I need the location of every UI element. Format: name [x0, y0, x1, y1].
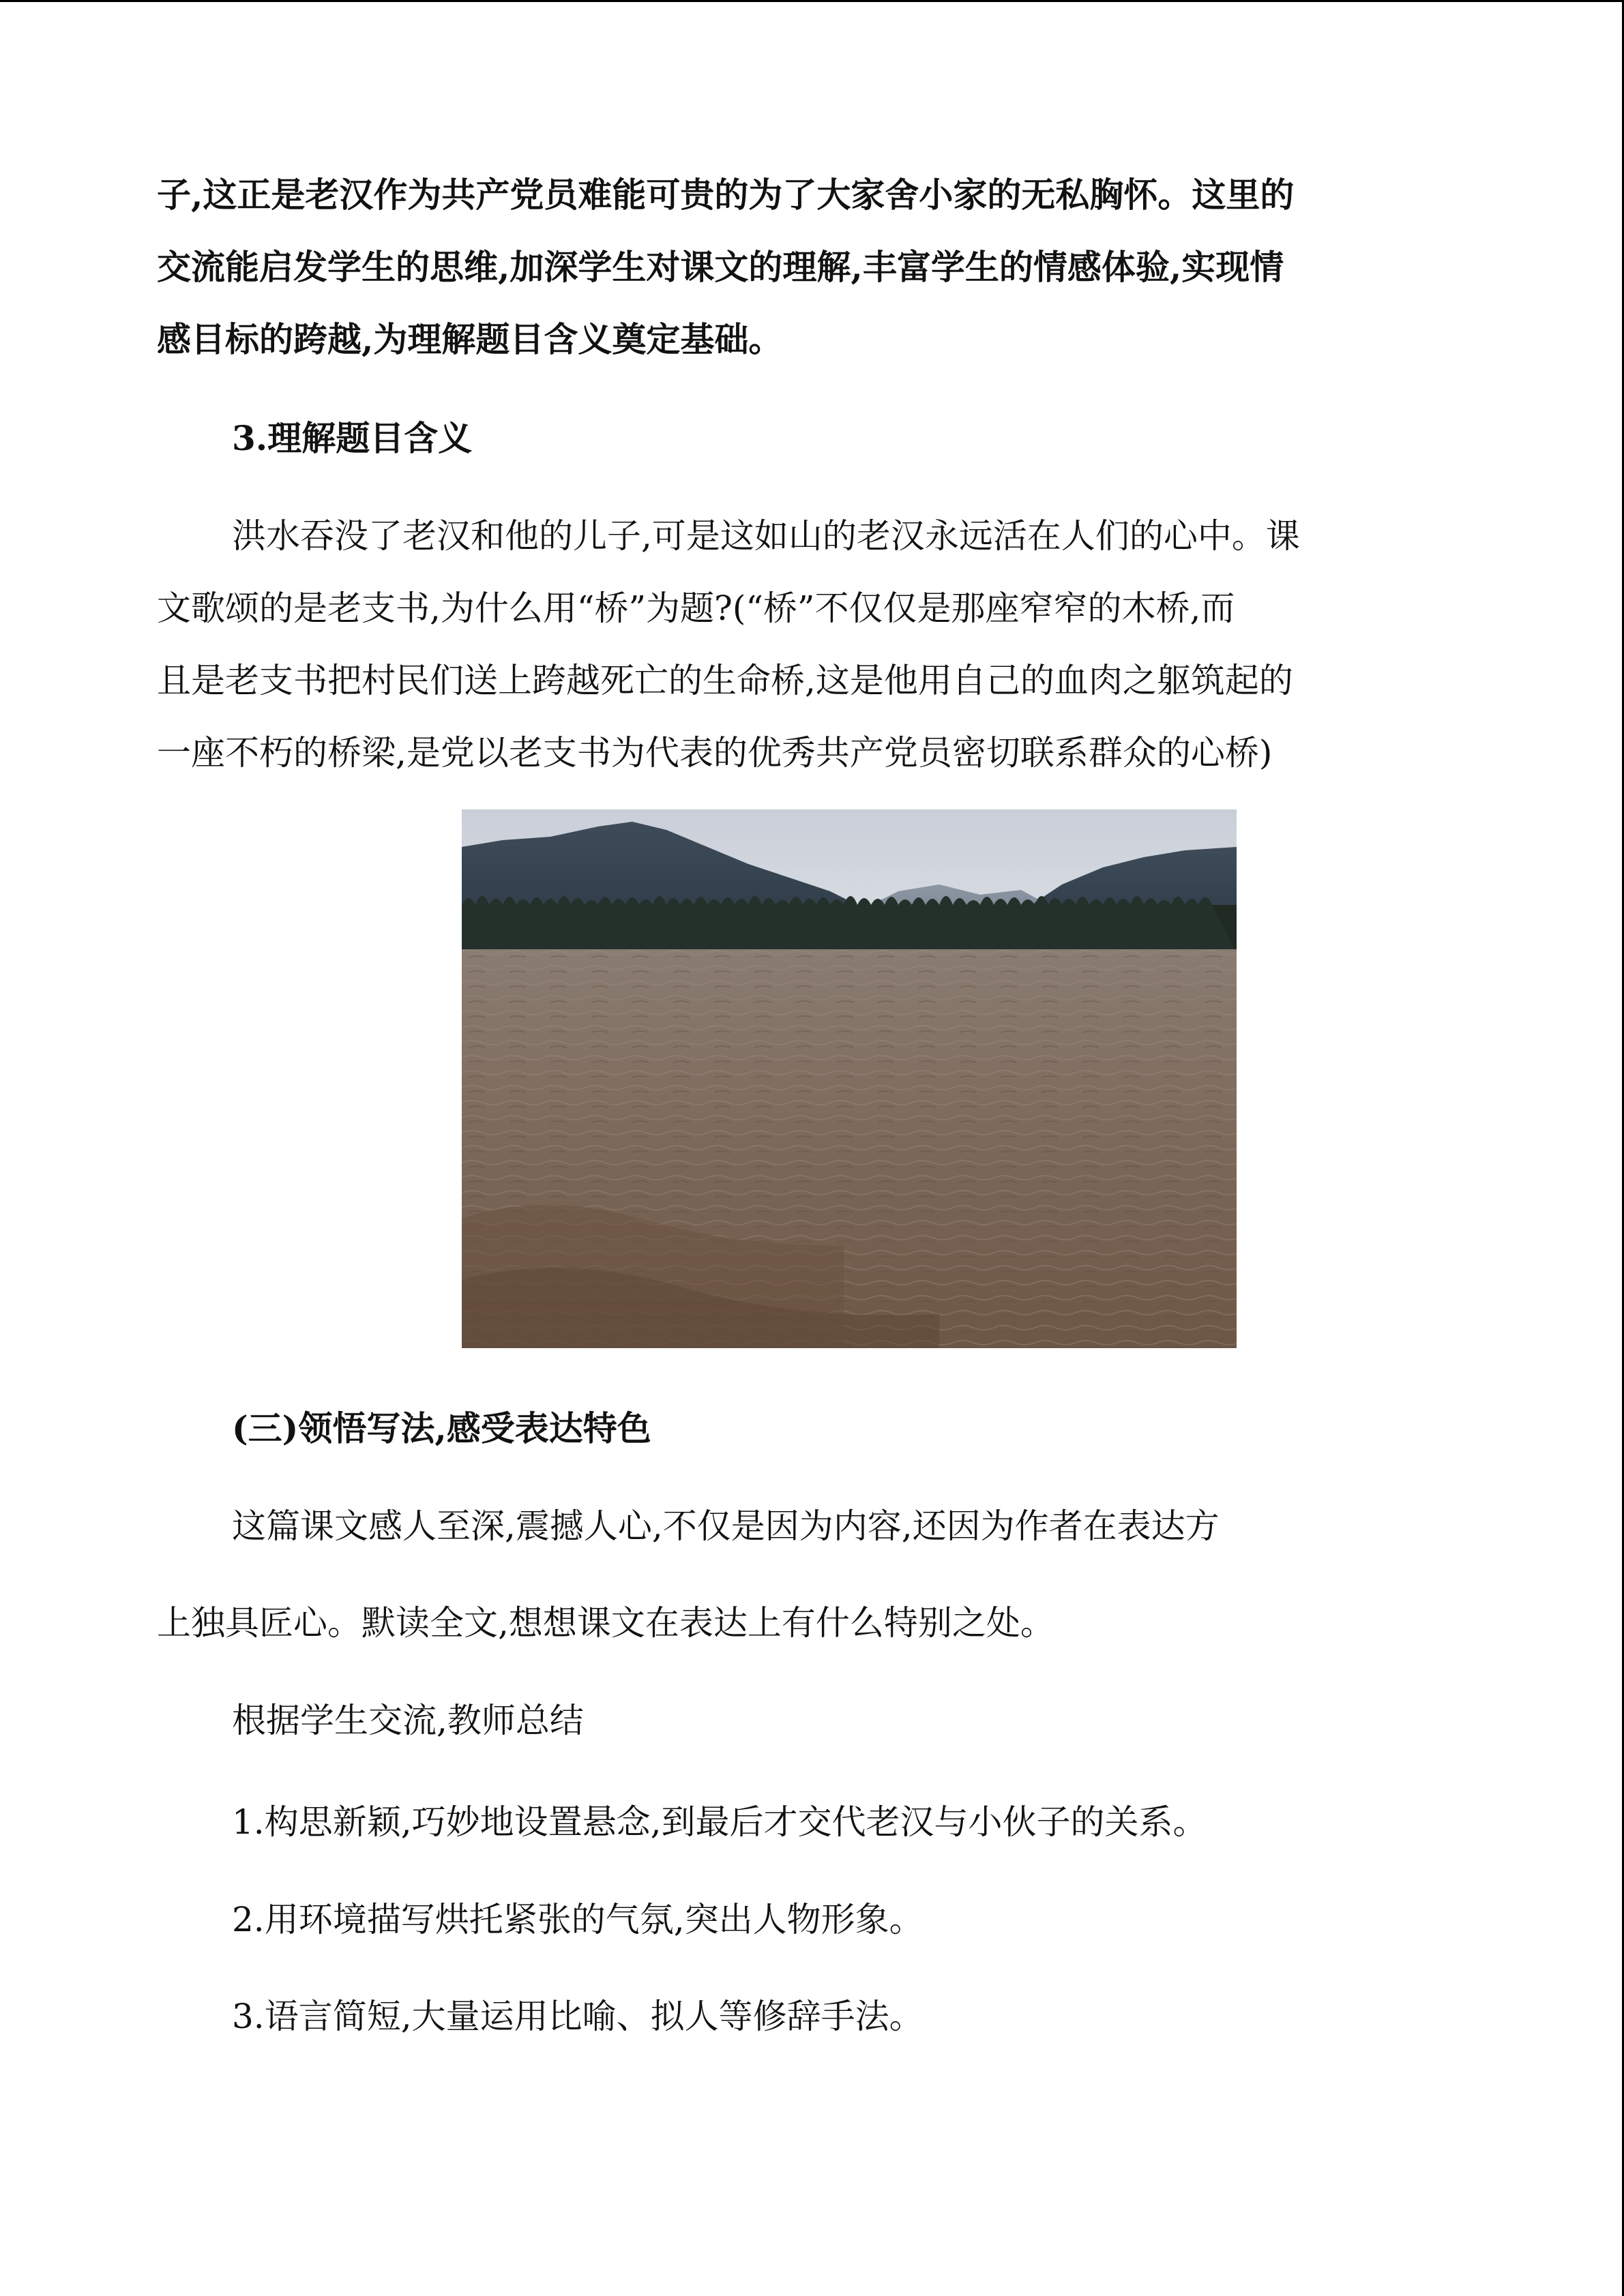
paragraph-1-line: 交流能启发学生的思维,加深学生对课文的理解,丰富学生的情感体验,实现情 — [157, 247, 1284, 287]
paragraph-2-line: 且是老支书把村民们送上跨越死亡的生命桥,这是他用自己的血肉之躯筑起的 — [157, 661, 1293, 700]
paragraph-2 — [157, 500, 1470, 789]
paragraph-2-line: 洪水吞没了老汉和他的儿子,可是这如山的老汉永远活在人们的心中。课 — [232, 516, 1300, 556]
summary-intro: 根据学生交流,教师总结 — [232, 1701, 584, 1740]
page-border-top — [0, 0, 1624, 2]
paragraph-1 — [157, 159, 1470, 376]
paragraph-2-line: 文歌颂的是老支书,为什么用“桥”为题?(“桥”不仅仅是那座窄窄的木桥,而 — [157, 588, 1235, 628]
paragraph-2-line: 一座不朽的桥梁,是党以老支书为代表的优秀共产党员密切联系群众的心桥) — [157, 733, 1273, 773]
paragraph-3-line-1: 这篇课文感人至深,震撼人心,不仅是因为内容,还因为作者在表达方 — [232, 1506, 1220, 1546]
paragraph-3-line-2: 上独具匠心。默读全文,想想课文在表达上有什么特别之处。 — [157, 1603, 1054, 1643]
summary-point-3: 3.语言简短,大量运用比喻、拟人等修辞手法。 — [232, 1997, 924, 2036]
section-heading: (三)领悟写法,感受表达特色 — [232, 1408, 651, 1448]
summary-point-2: 2.用环境描写烘托紧张的气氛,突出人物形象。 — [232, 1900, 924, 1939]
flood-photo — [462, 809, 1237, 1348]
summary-point-1: 1.构思新颖,巧妙地设置悬念,到最后才交代老汉与小伙子的关系。 — [232, 1802, 1207, 1842]
paragraph-1-line: 子,这正是老汉作为共产党员难能可贵的为了大家舍小家的无私胸怀。这里的 — [157, 175, 1295, 215]
subheading-understand-title: 3.理解题目含义 — [232, 418, 473, 458]
paragraph-1-line: 感目标的跨越,为理解题目含义奠定基础。 — [157, 319, 783, 359]
